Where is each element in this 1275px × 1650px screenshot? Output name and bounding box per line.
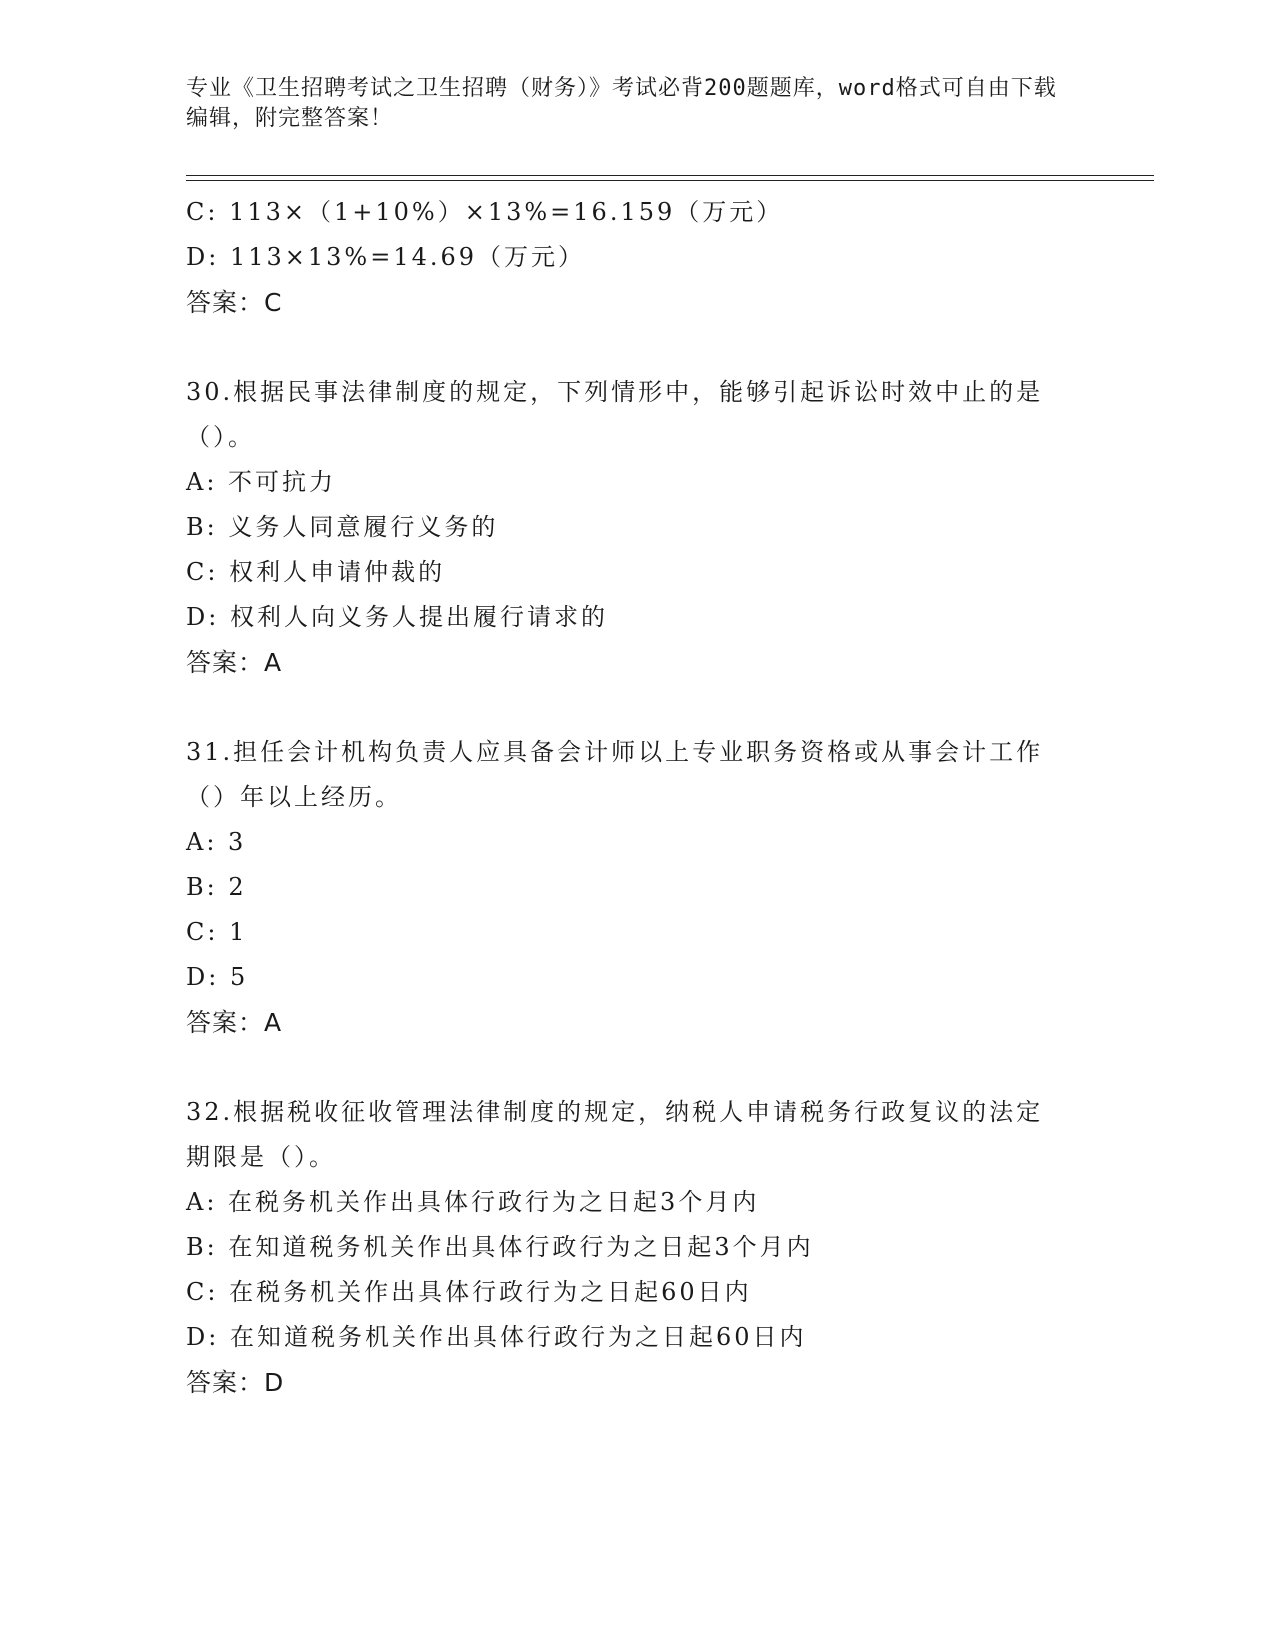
option-a: A: 不可抗力 xyxy=(186,468,337,496)
previous-question-tail xyxy=(186,190,1086,325)
option-b: B: 2 xyxy=(186,873,247,901)
question-30 xyxy=(186,370,1086,685)
document-header: 专业《卫生招聘考试之卫生招聘（财务）》考试必背200题题库，word格式可自由下载编辑，附完整答案！ xyxy=(186,76,1057,131)
option-b: B: 义务人同意履行义务的 xyxy=(186,513,499,541)
option-d: D: 在知道税务机关作出具体行政行为之日起60日内 xyxy=(186,1323,807,1351)
option-d: D: 113×13%=14.69（万元） xyxy=(186,243,586,271)
spacer xyxy=(186,685,1086,730)
answer-line: 答案：A xyxy=(186,648,283,677)
question-content xyxy=(186,190,1086,1405)
question-31 xyxy=(186,730,1086,1045)
spacer xyxy=(186,1045,1086,1090)
option-c: C: 113×（1+10%）×13%=16.159（万元） xyxy=(186,198,784,226)
option-c: C: 在税务机关作出具体行政行为之日起60日内 xyxy=(186,1278,752,1306)
question-text: 30.根据民事法律制度的规定，下列情形中，能够引起诉讼时效中止的是（）。 xyxy=(186,378,1044,451)
spacer xyxy=(186,325,1086,370)
answer-line: 答案：D xyxy=(186,1368,285,1397)
answer-line: 答案：C xyxy=(186,288,283,317)
option-d: D: 权利人向义务人提出履行请求的 xyxy=(186,603,608,631)
header-rule-bottom xyxy=(186,180,1154,181)
option-a: A: 在税务机关作出具体行政行为之日起3个月内 xyxy=(186,1188,760,1216)
question-text: 31.担任会计机构负责人应具备会计师以上专业职务资格或从事会计工作（）年以上经历。 xyxy=(186,738,1044,811)
option-a: A: 3 xyxy=(186,828,247,856)
option-c: C: 权利人申请仲裁的 xyxy=(186,558,446,586)
option-b: B: 在知道税务机关作出具体行政行为之日起3个月内 xyxy=(186,1233,814,1261)
option-d: D: 5 xyxy=(186,963,249,991)
question-text: 32.根据税收征收管理法律制度的规定，纳税人申请税务行政复议的法定期限是（）。 xyxy=(186,1098,1044,1171)
option-c: C: 1 xyxy=(186,918,248,946)
header-rule-top xyxy=(186,175,1154,176)
question-32 xyxy=(186,1090,1086,1405)
answer-line: 答案：A xyxy=(186,1008,283,1037)
